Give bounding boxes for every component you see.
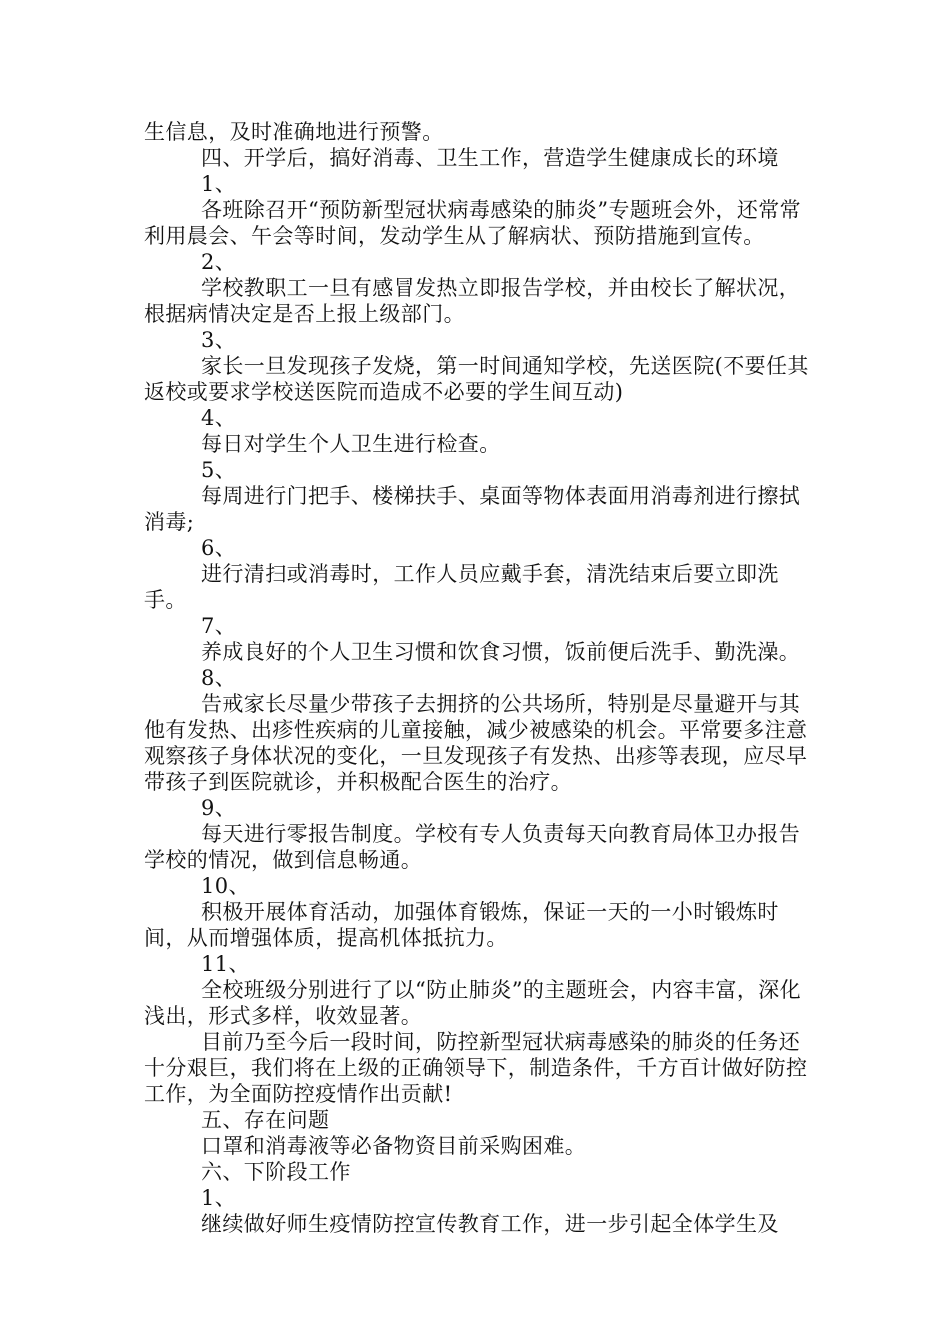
list-item-6-text: 进行清扫或消毒时，工作人员应戴手套，清洗结束后要立即洗手。 xyxy=(144,562,779,612)
list-number-3: 3、 xyxy=(201,328,237,352)
list-item-2-text: 学校教职工一旦有感冒发热立即报告学校，并由校长了解状况，根据病情决定是否上报上级部门。 xyxy=(144,276,801,326)
list-item-11-text: 全校班级分别进行了以“防止肺炎”的主题班会，内容丰富，深化浅出，形式多样，收效显著。 xyxy=(144,978,802,1028)
list-number-2: 2、 xyxy=(201,250,237,274)
list-number-5: 5、 xyxy=(201,458,237,482)
problem-paragraph: 口罩和消毒液等必备物资目前采购困难。 xyxy=(201,1134,587,1158)
list-item-1-text: 各班除召开“预防新型冠状病毒感染的肺炎”专题班会外，还常常利用晨会、午会等时间，发动学生从了解病状、预防措施到宣传。 xyxy=(144,198,802,248)
list-number-8: 8、 xyxy=(201,666,237,690)
list-item-9-text: 每天进行零报告制度。学校有专人负责每天向教育局体卫办报告学校的情况，做到信息畅通。 xyxy=(144,822,801,872)
document-body xyxy=(144,119,812,1237)
list-number-7: 7、 xyxy=(201,614,237,638)
list-number-1: 1、 xyxy=(201,172,237,196)
list-item-3-text: 家长一旦发现孩子发烧，第一时间通知学校，先送医院(不要任其返校或要求学校送医院而造成不必要的学生间互动) xyxy=(144,354,809,404)
list-number-4: 4、 xyxy=(201,406,237,430)
list-item-7-text: 养成良好的个人卫生习惯和饮食习惯，饭前便后洗手、勤洗澡。 xyxy=(201,640,801,664)
list-number-6: 6、 xyxy=(201,536,237,560)
next-list-number-1: 1、 xyxy=(201,1186,237,1210)
section-heading-4: 四、开学后，搞好消毒、卫生工作，营造学生健康成长的环境 xyxy=(201,146,779,170)
next-list-item-1-text: 继续做好师生疫情防控宣传教育工作，进一步引起全体学生及 xyxy=(201,1212,779,1236)
section-heading-6: 六、下阶段工作 xyxy=(201,1160,351,1184)
summary-paragraph: 目前乃至今后一段时间，防控新型冠状病毒感染的肺炎的任务还十分艰巨，我们将在上级的正确领导下，制造条件，千方百计做好防控工作，为全面防控疫情作出贡献! xyxy=(144,1030,808,1106)
section-heading-5: 五、存在问题 xyxy=(201,1108,330,1132)
list-item-4-text: 每日对学生个人卫生进行检查。 xyxy=(201,432,501,456)
list-number-10: 10、 xyxy=(201,874,250,898)
list-item-10-text: 积极开展体育活动，加强体育锻炼，保证一天的一小时锻炼时间，从而增强体质，提高机体抵抗力。 xyxy=(144,900,779,950)
list-number-9: 9、 xyxy=(201,796,237,820)
list-number-11: 11、 xyxy=(201,952,250,976)
list-item-8-text: 告戒家长尽量少带孩子去拥挤的公共场所，特别是尽量避开与其他有发热、出疹性疾病的儿童接触，减少被感染的机会。平常要多注意观察孩子身体状况的变化，一旦发现孩子有发热、出疹等表现，应尽早带孩子到医院就诊，并积极配合医生的治疗。 xyxy=(144,692,808,794)
list-item-5-text: 每周进行门把手、楼梯扶手、桌面等物体表面用消毒剂进行擦拭消毒; xyxy=(144,484,801,534)
paragraph-continuation: 生信息，及时准确地进行预警。 xyxy=(144,120,444,144)
